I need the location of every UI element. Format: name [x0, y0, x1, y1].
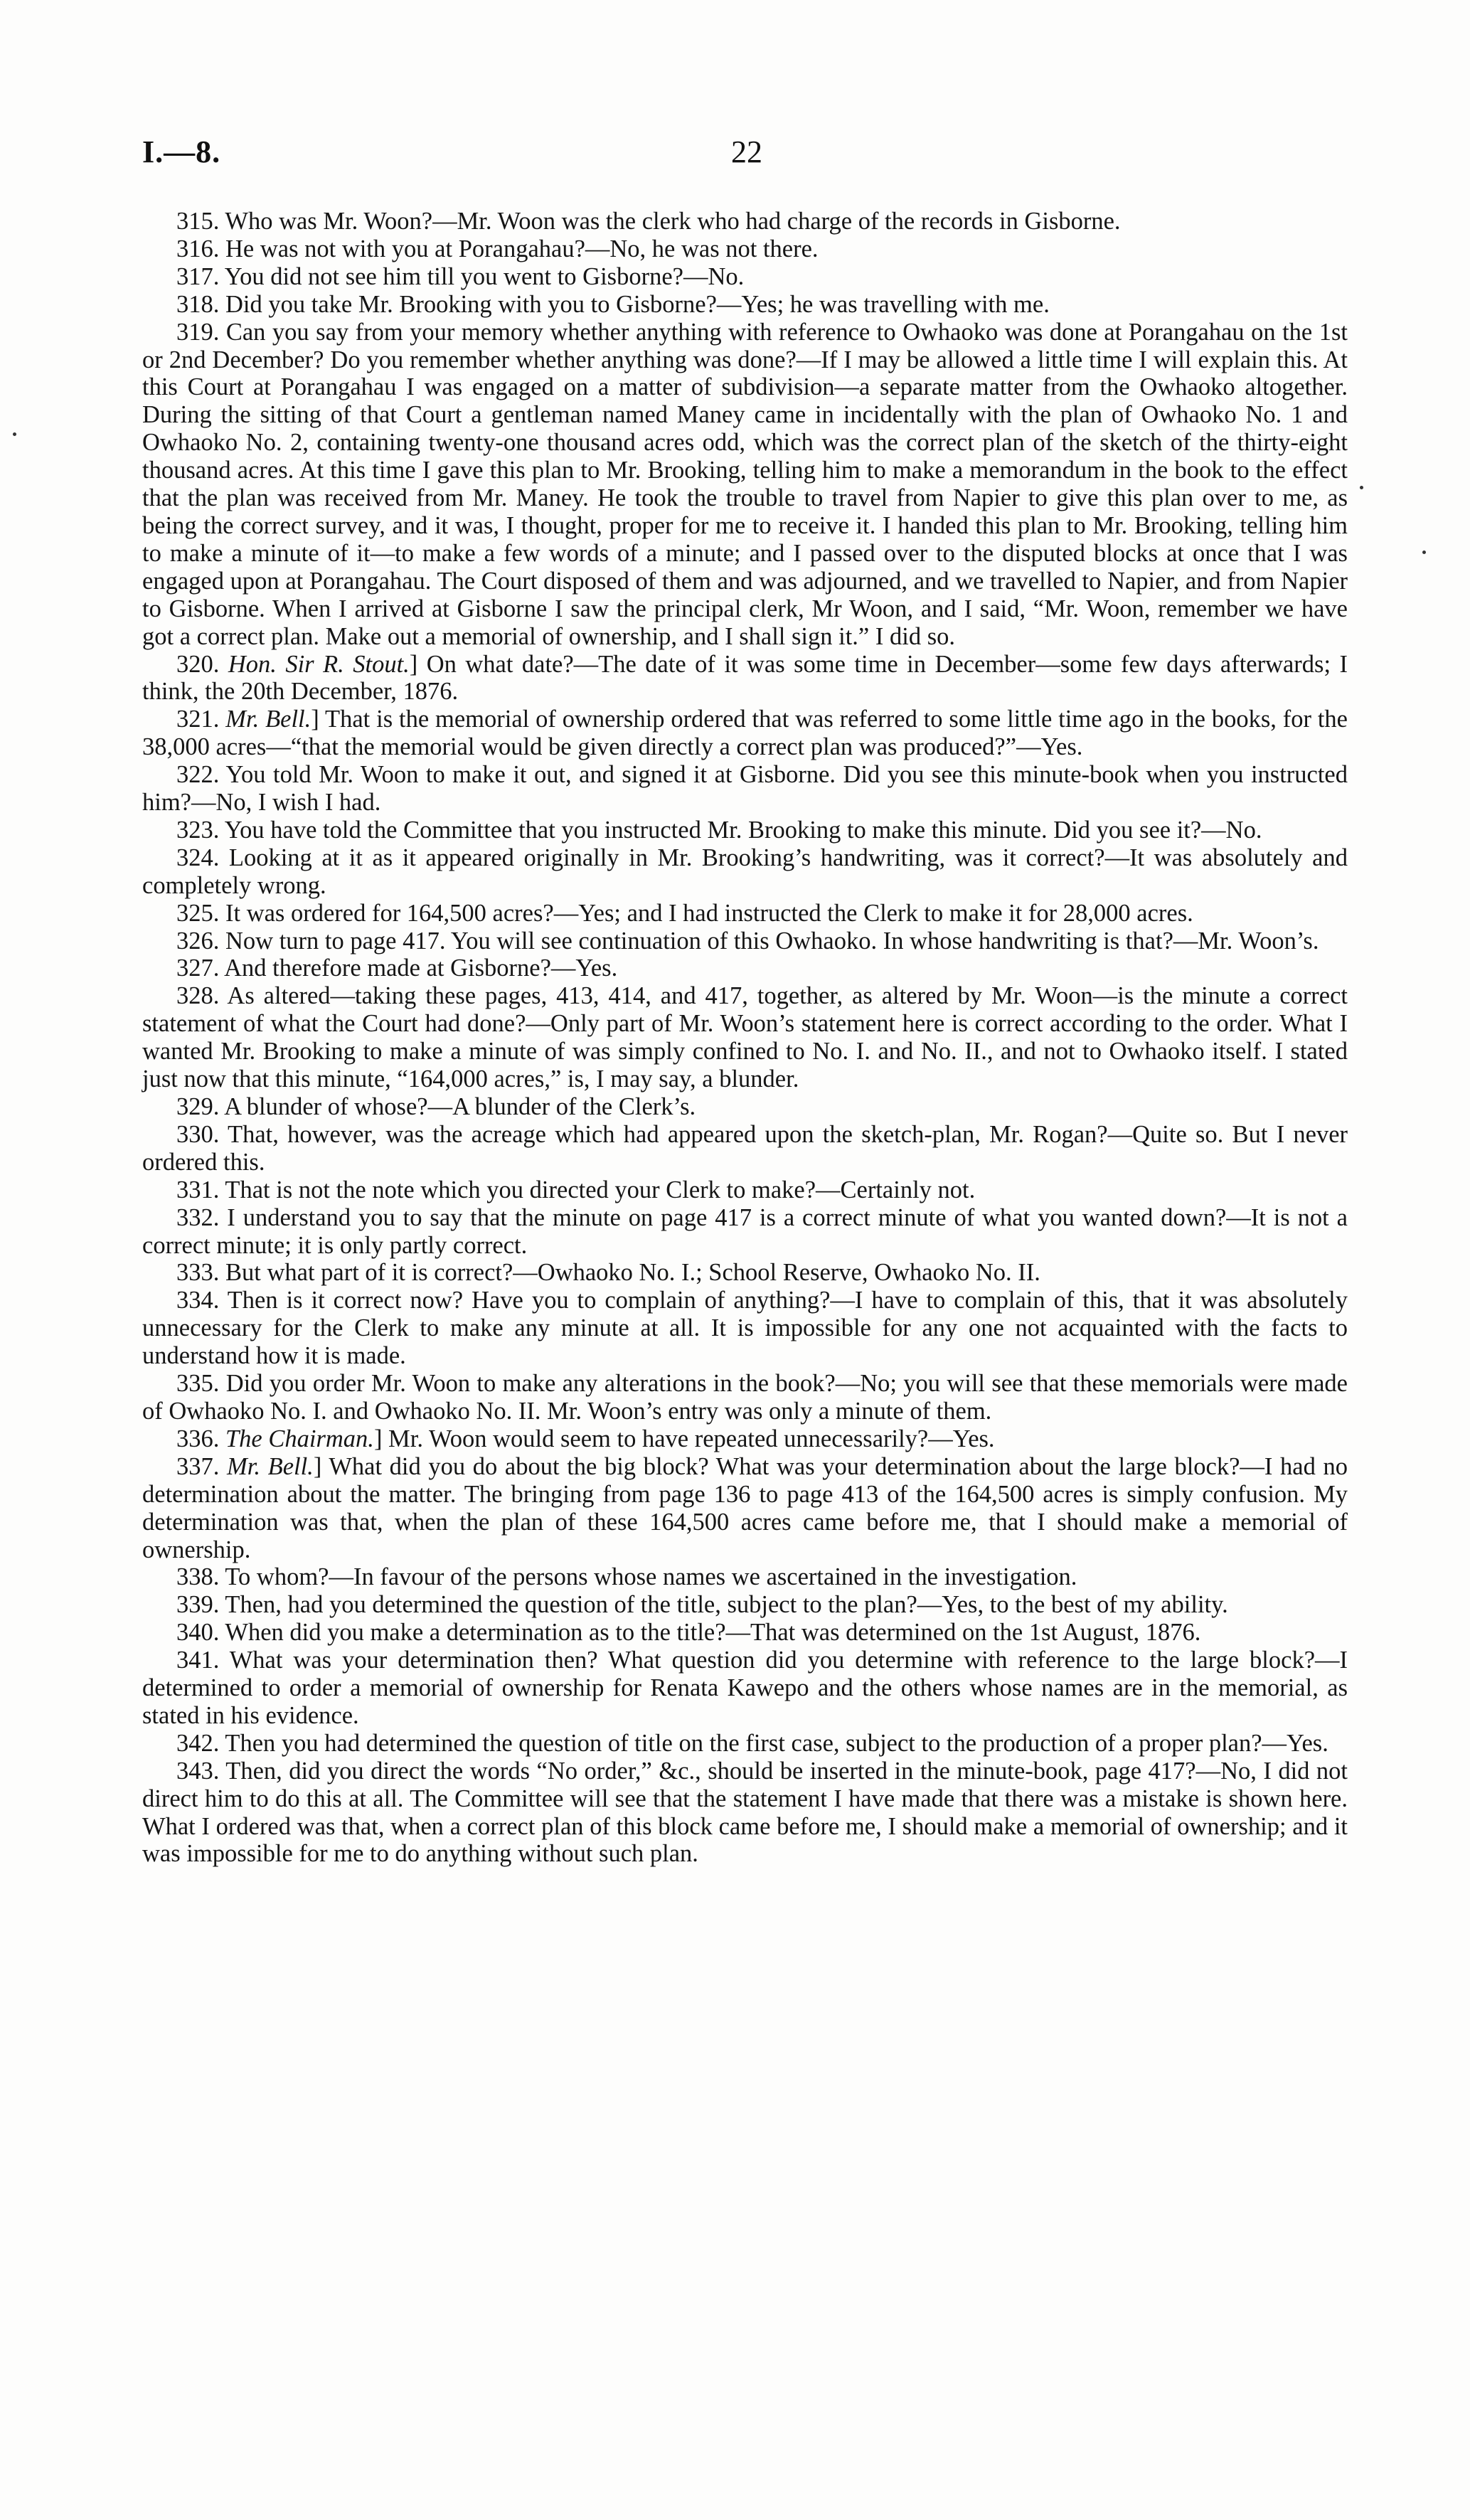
paragraph-text: ] What did you do about the big block? What was your determination about the large block?—I had no determination about the matter. The bringing from page 136 to page 413 of the 164,500 acres is simply confusion. My determination was that, when the plan of these 164,500 acres came before me, that I should make a memorial of ownership. [142, 1452, 1348, 1563]
question-paragraph [142, 706, 1348, 761]
paragraph-text: 334. Then is it correct now? Have you to complain of anything?—I have to complain of this, that it was absolutely unnecessary for the Clerk to make any minute at all. It is impossible for any one not acquainted with the facts to understand how it is made. [142, 1287, 1348, 1370]
question-paragraph [142, 319, 1348, 651]
paragraph-text: 328. As altered—taking these pages, 413, 414, and 417, together, as altered by Mr. Woon—is the minute a correct statement of what the Court had done?—Only part of Mr. Woon’s statement here is correct according to the order. What I wanted Mr. Brooking to make a minute of was simply confined to No. I. and No. II., and not to Owhaoko itself. I stated just now that this minute, “164,000 acres,” is, I may say, a blunder. [142, 982, 1348, 1093]
question-number: 337. [176, 1452, 220, 1480]
question-paragraph [142, 955, 1348, 982]
question-paragraph [142, 1730, 1348, 1758]
paragraph-text: 333. But what part of it is correct?—Owhaoko No. I.; School Reserve, Owhaoko No. II. [176, 1259, 1040, 1287]
question-number: 321. [176, 706, 220, 733]
question-paragraph [142, 1370, 1348, 1425]
page-header [142, 134, 1351, 176]
paragraph-text: 343. Then, did you direct the words “No order,” &c., should be inserted in the minute-book, page 417?—No, I did not direct him to do this at all. The Committee will see that the statement I have made that there was a mistake is shown here. What I ordered was that, when a correct plan of this block came before me, I should make a memorial of ownership; and it was impossible for me to do anything without such plan. [142, 1757, 1348, 1868]
speaker-name: Mr. Bell. [225, 706, 311, 733]
paragraph-text: 316. He was not with you at Porangahau?—No, he was not there. [176, 235, 819, 262]
paragraph-text: 323. You have told the Committee that you instructed Mr. Brooking to make this minute. Did you see it?—No. [176, 816, 1262, 844]
paragraph-text: ] On what date?—The date of it was some time in December—some few days afterwards; I think, the 20th December, 1876. [142, 650, 1348, 706]
paragraph-text: 327. And therefore made at Gisborne?—Yes. [176, 955, 618, 982]
paragraph-text: 338. To whom?—In favour of the persons whose names we ascertained in the investigation. [176, 1563, 1077, 1591]
question-paragraph [142, 651, 1348, 706]
question-paragraph [142, 1647, 1348, 1730]
question-paragraph [142, 1758, 1348, 1868]
question-paragraph [142, 1287, 1348, 1370]
scan-mark [1360, 486, 1363, 489]
question-paragraph [142, 982, 1348, 1093]
question-paragraph [142, 1176, 1348, 1204]
question-paragraph [142, 927, 1348, 955]
paragraph-text: 325. It was ordered for 164,500 acres?—Yes; and I had instructed the Clerk to make it for 28,000 acres. [176, 899, 1193, 927]
speaker-name: Hon. Sir R. Stout. [228, 650, 410, 678]
question-paragraph [142, 1563, 1348, 1591]
question-paragraph [142, 235, 1348, 263]
question-number: 320. [176, 650, 220, 678]
scan-mark [13, 432, 16, 436]
paragraph-text: 324. Looking at it as it appeared originally in Mr. Brooking’s handwriting, was it correct?—It was absolutely and completely wrong. [142, 844, 1348, 899]
question-paragraph [142, 1093, 1348, 1121]
testimony-text [142, 208, 1348, 1868]
paragraph-text: 318. Did you take Mr. Brooking with you to Gisborne?—Yes; he was travelling with me. [176, 290, 1050, 318]
speaker-name: The Chairman. [225, 1425, 374, 1452]
paragraph-text: 322. You told Mr. Woon to make it out, and signed it at Gisborne. Did you see this minute-book when you instructed him?—No, I wish I had. [142, 761, 1348, 817]
paragraph-text: 342. Then you had determined the question of title on the first case, subject to the production of a proper plan?—Yes. [176, 1729, 1328, 1757]
question-paragraph [142, 1591, 1348, 1619]
question-paragraph [142, 1619, 1348, 1647]
question-number: 336. [176, 1425, 220, 1452]
question-paragraph [142, 1453, 1348, 1564]
paragraph-text: ] That is the memorial of ownership ordered that was referred to some little time ago in the books, for the 38,000 acres—“that the memorial would be given directly a correct plan was produced?”—Yes. [142, 706, 1348, 761]
question-paragraph [142, 761, 1348, 817]
question-paragraph [142, 291, 1348, 319]
paragraph-text: 335. Did you order Mr. Woon to make any alterations in the book?—No; you will see that these memorials were made of Owhaoko No. I. and Owhaoko No. II. Mr. Woon’s entry was only a minute of them. [142, 1370, 1348, 1425]
paragraph-text: 341. What was your determination then? What question did you determine with reference to the large block?—I determined to order a memorial of ownership for Renata Kawepo and the others whose names are in the memorial, as stated in his evidence. [142, 1647, 1348, 1729]
page-number: 22 [731, 134, 762, 169]
paragraph-text: 329. A blunder of whose?—A blunder of the Clerk’s. [176, 1093, 696, 1120]
paragraph-text: 326. Now turn to page 417. You will see continuation of this Owhaoko. In whose handwriting is that?—Mr. Woon’s. [176, 927, 1319, 955]
scan-mark [1422, 551, 1426, 554]
paragraph-text: 331. That is not the note which you directed your Clerk to make?—Certainly not. [176, 1176, 976, 1203]
paragraph-text: 315. Who was Mr. Woon?—Mr. Woon was the clerk who had charge of the records in Gisborne. [176, 208, 1121, 235]
question-paragraph [142, 263, 1348, 291]
paragraph-text: 319. Can you say from your memory whether anything with reference to Owhaoko was done at Porangahau on the 1st or 2nd December? Do you remember whether anything was done?—If I may be allowed a little time I will explain this. At this Court at Porangahau I was engaged on a matter of subdivision—a separate matter from the Owhaoko altogether. During the sitting of that Court a gentleman named Maney came in incidentally with the plan of Owhaoko No. 1 and Owhaoko No. 2, containing twenty-one thousand acres odd, which was the correct plan of the sketch of the thirty-eight thousand acres. At this time I gave this plan to Mr. Brooking, telling him to make a memorandum in the book to the effect that the plan was received from Mr. Maney. He took the trouble to travel from Napier to give this plan over to me, as being the correct survey, and it was, I thought, proper for me to receive it. I handed this plan to Mr. Brooking, telling him to make a minute of it—to make a few words of a minute; and I passed over to the disputed blocks at once that I was engaged upon at Porangahau. The Court disposed of them and was adjourned, and we travelled to Napier, and from Napier to Gisborne. When I arrived at Gisborne I saw the principal clerk, Mr Woon, and I said, “Mr. Woon, remember we have got a correct plan. Make out a memorial of ownership, and I shall sign it.” I did so. [142, 318, 1348, 650]
question-paragraph [142, 1121, 1348, 1176]
question-paragraph [142, 817, 1348, 844]
paragraph-text: 340. When did you make a determination as to the title?—That was determined on the 1st August, 1876. [176, 1619, 1201, 1647]
paragraph-text: 332. I understand you to say that the minute on page 417 is a correct minute of what you wanted down?—It is not a correct minute; it is only partly correct. [142, 1203, 1348, 1259]
question-paragraph [142, 1425, 1348, 1453]
question-paragraph [142, 900, 1348, 927]
paragraph-text: ] Mr. Woon would seem to have repeated unnecessarily?—Yes. [373, 1425, 995, 1452]
paragraph-text: 317. You did not see him till you went to Gisborne?—No. [176, 262, 745, 290]
paragraph-text: 330. That, however, was the acreage which had appeared upon the sketch-plan, Mr. Rogan?—Quite so. But I never ordered this. [142, 1120, 1348, 1176]
question-paragraph [142, 844, 1348, 900]
question-paragraph [142, 208, 1348, 235]
series-reference: I.—8. [142, 134, 221, 169]
question-paragraph [142, 1204, 1348, 1260]
paragraph-text: 339. Then, had you determined the question of the title, subject to the plan?—Yes, to the best of my ability. [176, 1591, 1228, 1619]
speaker-name: Mr. Bell. [227, 1452, 314, 1480]
question-paragraph [142, 1259, 1348, 1287]
